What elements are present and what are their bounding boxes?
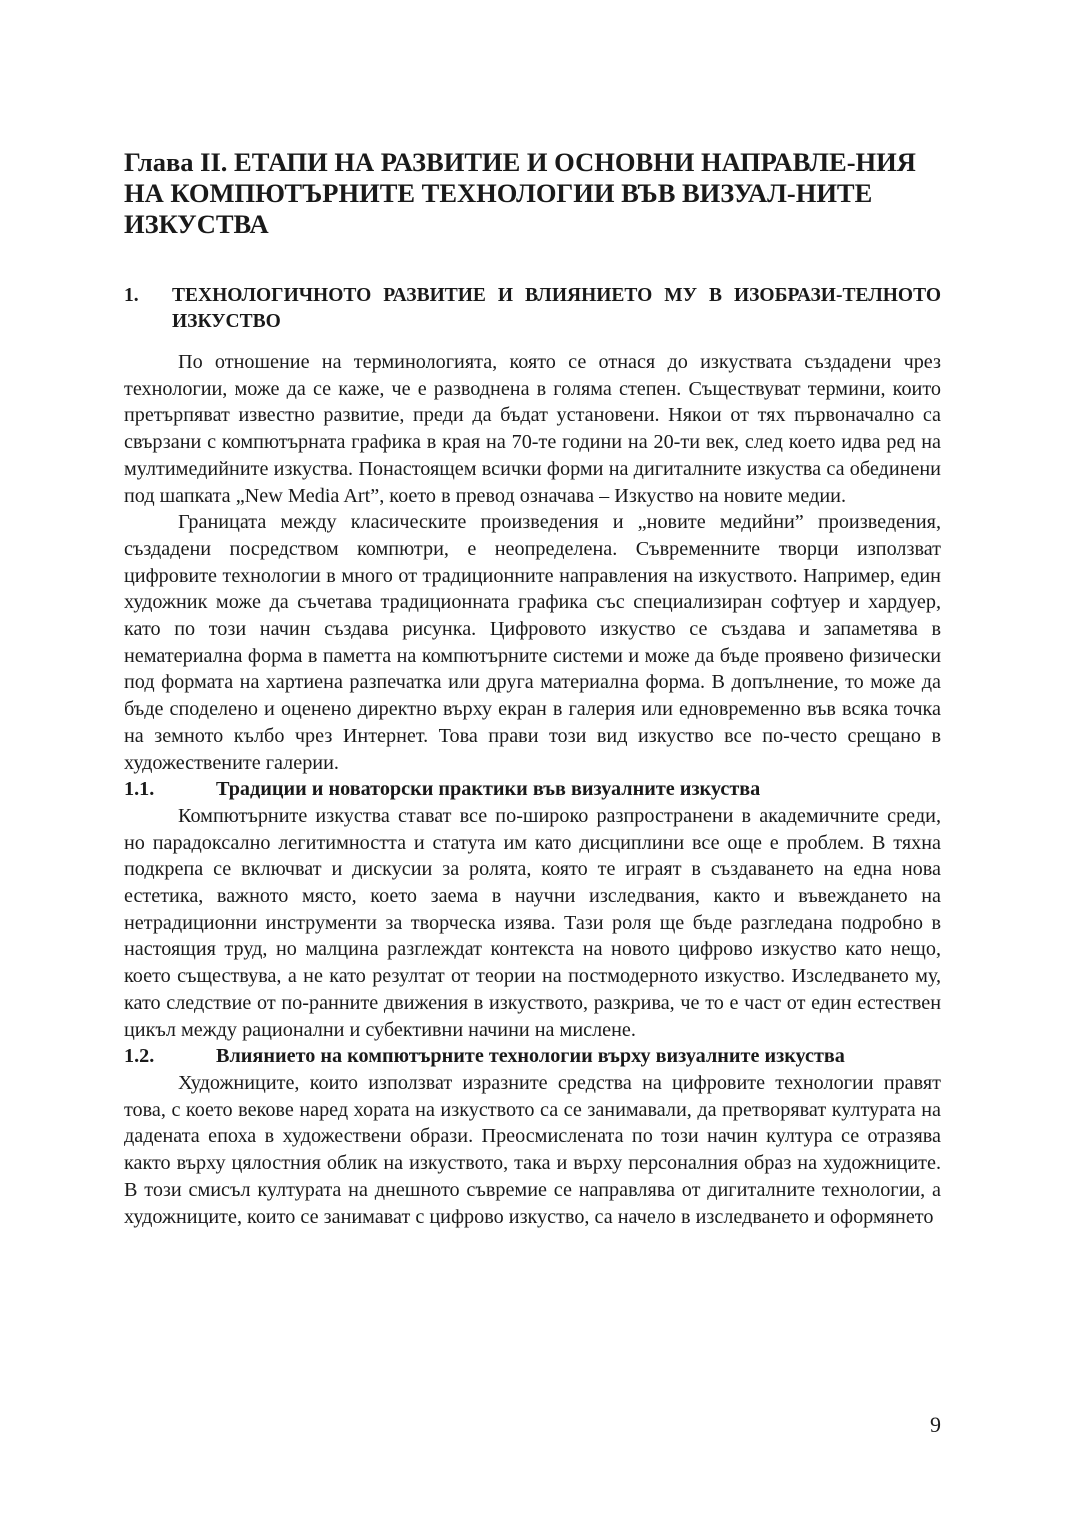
subsection-title: Влиянието на компютърните технологии върху визуалните изкуства [216, 1045, 845, 1068]
section-title: ТЕХНОЛОГИЧНОТО РАЗВИТИЕ И ВЛИЯНИЕТО МУ В ИЗОБРАЗИ-ТЕЛНОТО ИЗКУСТВО [172, 285, 941, 332]
subsection-title: Традиции и новаторски практики във визуалните изкуства [216, 778, 761, 801]
document-page [124, 0, 941, 1532]
subsection-number: 1.1. [124, 778, 155, 801]
paragraph: Компютърните изкуства стават все по-широко разпространени в академичните среди, но парадоксално легитимността и статута им като дисциплини все още е проблем. В тяхна подкрепа се включват и дискусии за ролята, която те играят в създаването на една нова естетика, важното място, което заема в научни изследвания, както и въвеждането на нетрадиционни инструменти за творческа изява. Тази роля ще бъде разгледана подробно в настоящия труд, но малцина разглеждат контекста на новото цифрово изкуство като нещо, което съществува, а не като резултат от теории на постмодерното изкуство. Изследването му, като следствие от по-ранните движения в изкуството, разкрива, че то е част от един естествен цикъл между рационални и субективни начини на мислене. [124, 804, 941, 1041]
subsection-number: 1.2. [124, 1045, 155, 1068]
body-text [124, 349, 941, 1230]
page-number: 9 [930, 1412, 941, 1437]
subsection-heading-1-2 [124, 1043, 941, 1070]
section-number: 1. [124, 285, 139, 306]
subsection-heading-1-1 [124, 776, 941, 803]
paragraph: Границата между класическите произведения и „новите медийни” произведения, създадени посредством компютри, е неопределена. Съвременните творци използват цифровите технологии в много от традиционните направления на изкуството. Например, един художник може да съчетава традиционната графика със специализиран софтуер и хардуер, като по този начин създава рисунка. Цифровото изкуство се създава и запаметява в нематериална форма в паметта на компютърните системи и може да бъде проявено физически под формата на хартиена разпечатка или друга материална форма. В допълнение, то може да бъде споделено и оценено директно върху екран в галерия или едновременно във всяка точка на земното кълбо чрез Интернет. Това прави този вид изкуство все по-често срещано в художествените галерии. [124, 511, 941, 774]
chapter-title: Глава II. ЕТАПИ НА РАЗВИТИЕ И ОСНОВНИ НАПРАВЛЕ-НИЯ НА КОМПЮТЪРНИТЕ ТЕХНОЛОГИИ ВЪВ ВИЗУАЛ-НИТЕ ИЗКУСТВА [124, 147, 916, 239]
paragraph: По отношение на терминологията, която се отнася до изкуствата създадени чрез технологии, може да се каже, че е разводнена в голяма степен. Съществуват термини, които претърпяват известно развитие, преди да бъдат установени. Някои от тях първоначално са свързани с компютърната графика в края на 70-те години на 20-ти век, след което идва ред на мултимедийните изкуства. Понастоящем всички форми на дигиталните изкуства са обединени под шапката „New Media Art”, което в превод означава – Изкуство на новите медии. [124, 351, 941, 507]
section-heading [124, 283, 941, 335]
paragraph: Художниците, които използват изразните средства на цифровите технологии правят това, с което векове наред хората на изкуството са се занимавали, да претворяват културата на дадената епоха в художествени образи. Преосмислената по този начин култура се отразява както върху цялостния облик на изкуството, така и върху персоналния образ на художниците. В този смисъл културата на днешното съвремие се направлява от дигиталните технологии, а художниците, които се занимават с цифрово изкуство, са начело в изследването и оформянето [124, 1071, 941, 1228]
